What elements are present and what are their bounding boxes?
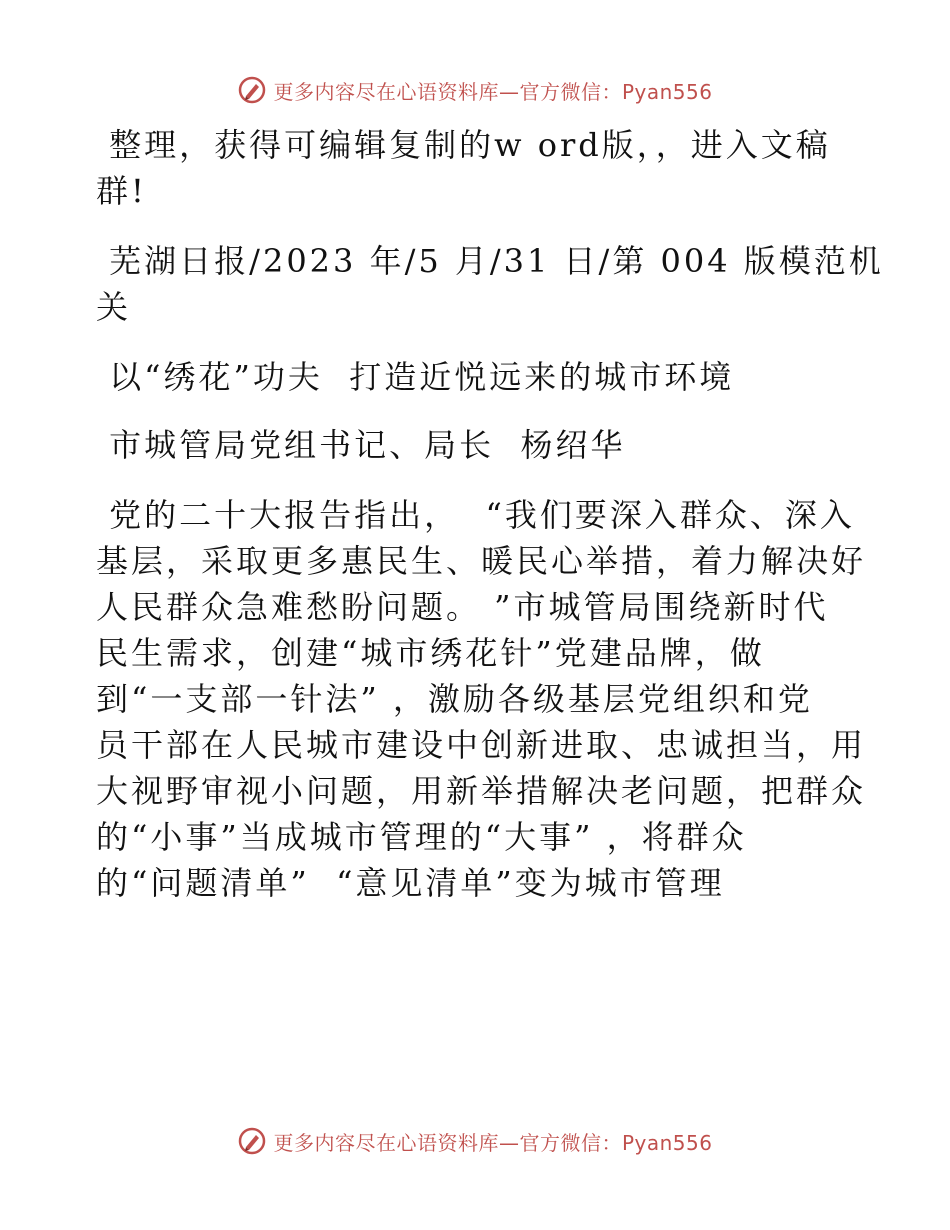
pen-logo-icon [237, 75, 267, 105]
paragraph-source [96, 238, 884, 330]
document-body [96, 122, 884, 906]
article-title: 以“绣花”功夫 打造近悦远来的城市环境 [96, 358, 735, 396]
text-line: 的“问题清单” “意见清单”变为城市管理 [96, 864, 725, 902]
text-line: 群! [96, 172, 147, 210]
watermark-text: 更多内容尽在心语资料库—官方微信：Pyan556 [273, 79, 713, 104]
text-line: 员干部在人民城市建设中创新进取、忠诚担当，用 [96, 726, 867, 764]
text-line: 芜湖日报/2023 年/5 月/31 日/第 004 版模范机 [96, 242, 884, 280]
text-line: 到“一支部一针法” ，激励各级基层党组织和党 [96, 680, 813, 718]
text-line: 党的二十大报告指出， “我们要深入群众、深入 [96, 496, 855, 534]
text-line: 整理，获得可编辑复制的w ord版，，进入文稿 [96, 126, 831, 164]
header-watermark [0, 72, 950, 108]
paragraph-body [96, 492, 867, 906]
text-line: 的“小事”当成城市管理的“大事” ，将群众 [96, 818, 747, 856]
text-line: 民生需求，创建“城市绣花针”党建品牌，做 [96, 634, 765, 672]
text-line: 大视野审视小问题，用新举措解决老问题，把群众 [96, 772, 867, 810]
article-byline: 市城管局党组书记、局长 杨绍华 [96, 426, 626, 464]
text-line: 关 [96, 288, 132, 326]
text-line: 人民群众急难愁盼问题。 ”市城管局围绕新时代 [96, 588, 829, 626]
paragraph-intro [96, 122, 856, 214]
text-line: 基层，采取更多惠民生、暖民心举措，着力解决好 [96, 542, 867, 580]
pen-logo-icon [237, 1126, 267, 1156]
watermark-text: 更多内容尽在心语资料库—官方微信：Pyan556 [273, 1130, 713, 1155]
footer-watermark [0, 1123, 950, 1159]
